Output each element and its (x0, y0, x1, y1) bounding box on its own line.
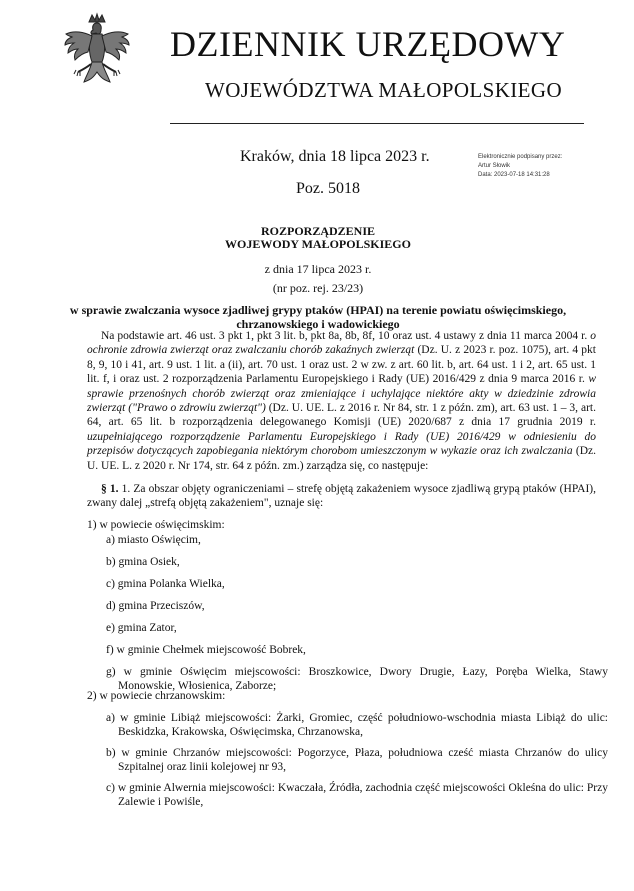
preamble-text: (Dz. U. UE. L. z 2016 r. Nr 84, str. 1 z późn. zm), art. 63 ust. 1 – 3, art. 64, art. 65 lit. b rozporządzenia delegowanego Komisji (UE) 2020/687 z dnia 17 grudnia 2019 r. (87, 402, 596, 429)
list-item: f) w gminie Chełmek miejscowość Bobrek, (106, 644, 306, 656)
signature-date: Data: 2023-07-18 14:31:28 (478, 172, 550, 178)
list-item: g) w gminie Oświęcim miejscowości: Broszkowice, Dwory Drugie, Łazy, Poręba Wielka, Stawy Monowskie, Włosienica, Zaborze; (106, 666, 608, 693)
powiat-heading: 2) w powiecie chrzanowskim: (87, 690, 226, 702)
list-item: c) w gminie Alwernia miejscowości: Kwaczała, Źródła, zachodnia część miejscowości Okleśna do ulic: Przy Zalewie i Powiśle, (106, 782, 608, 809)
signature-line: Elektronicznie podpisany przez: (478, 154, 563, 160)
list-item: a) miasto Oświęcim, (106, 534, 201, 546)
preamble-text: (Dz. U. z 2023 r. poz. 1075), art. 4 pkt 8, 9, 10 i 41, art. 9 ust. 1 lit. a (ii), art. 70 ust. 1 oraz ust. 2 w zw. z art. 60 lit. b, art. 64 ust. 1 i 2, art. 65 ust. 1 lit. f, i oraz ust. 2 rozporządzenia Parlamentu Europejskiego i Rady (UE) 2016/429 z dnia 9 marca 2016 r. (87, 344, 596, 386)
preamble-text: (Dz. U. UE. L. z 2020 r. Nr 174, str. 64 z późn. zm.) zarządza się, co następuje: (87, 445, 597, 472)
registry-number: (nr poz. rej. 23/23) (272, 281, 364, 295)
section-text: 1. Za obszar objęty ograniczeniami – strefę objętą zakażeniem wysoce zjadliwą grypą ptaków (HPAI), zwany dalej „strefą objętą zakażeniem", uznaje się: (87, 483, 597, 510)
signature-signer: Artur Słowik (478, 163, 511, 169)
eagle-emblem-icon (62, 12, 132, 96)
list-item: a) w gminie Libiąż miejscowości: Żarki, Gromiec, część południowo-wschodnia miasta Libiąż do ulic: Beskidzka, Krakowska, Oświęcimska, Chrzanowska, (106, 712, 608, 739)
subject-line: w sprawie zwalczania wysoce zjadliwej grypy ptaków (HPAI) na terenie powiatu oświęcimskiego, (69, 303, 567, 317)
place-date: Kraków, dnia 18 lipca 2023 r. (240, 148, 430, 165)
preamble-paragraph (87, 329, 596, 473)
preamble-act-title: uzupełniającego rozporządzenie Parlamentu Europejskiego i Rady (UE) 2016/429 w odniesieniu do przepisów dotyczących zapobiegania niektórym chorobom umieszczonym w wykazie oraz ich zwalczania (87, 430, 596, 458)
list-item: e) gmina Zator, (106, 622, 177, 634)
subject-line: chrzanowskiego i wadowickiego (236, 317, 400, 331)
list-item: b) gmina Osiek, (106, 556, 180, 568)
gazette-subtitle: WOJEWÓDZTWA MAŁOPOLSKIEGO (205, 78, 563, 102)
gazette-title: DZIENNIK URZĘDOWY (170, 24, 566, 64)
document-author: WOJEWODY MAŁOPOLSKIEGO (225, 237, 411, 251)
list-item: b) w gminie Chrzanów miejscowości: Pogorzyce, Płaza, południowa cześć miasta Chrzanów do ulicy Szpitalnej oraz linii kolejowej nr 93, (106, 747, 608, 774)
document-type: ROZPORZĄDZENIE (260, 224, 376, 238)
document-date: z dnia 17 lipca 2023 r. (264, 262, 372, 276)
document-subject (40, 303, 596, 331)
powiat-heading: 1) w powiecie oświęcimskim: (87, 519, 225, 531)
electronic-signature (478, 153, 562, 180)
preamble-act-title: o ochronie zdrowia zwierząt oraz zwalczaniu chorób zakaźnych zwierząt (87, 330, 596, 357)
header-divider (170, 123, 584, 124)
preamble-text: Na podstawie art. 46 ust. 3 pkt 1, pkt 3 lit. b, pkt 8a, 8b, 8f, 10 oraz ust. 4 ustawy z dnia 11 marca 2004 r. (101, 330, 591, 342)
position-number: Poz. 5018 (296, 180, 360, 197)
list-item: d) gmina Przeciszów, (106, 600, 205, 612)
section-1-paragraph (87, 482, 596, 511)
list-item: c) gmina Polanka Wielka, (106, 578, 225, 590)
preamble-act-title: w sprawie przenośnych chorób zwierząt oraz zmieniające i uchylające niektóre akty w dziedzinie zdrowia zwierząt ("Prawo o zdrowiu zwierząt") (87, 373, 596, 415)
section-number: § 1. (101, 483, 119, 495)
